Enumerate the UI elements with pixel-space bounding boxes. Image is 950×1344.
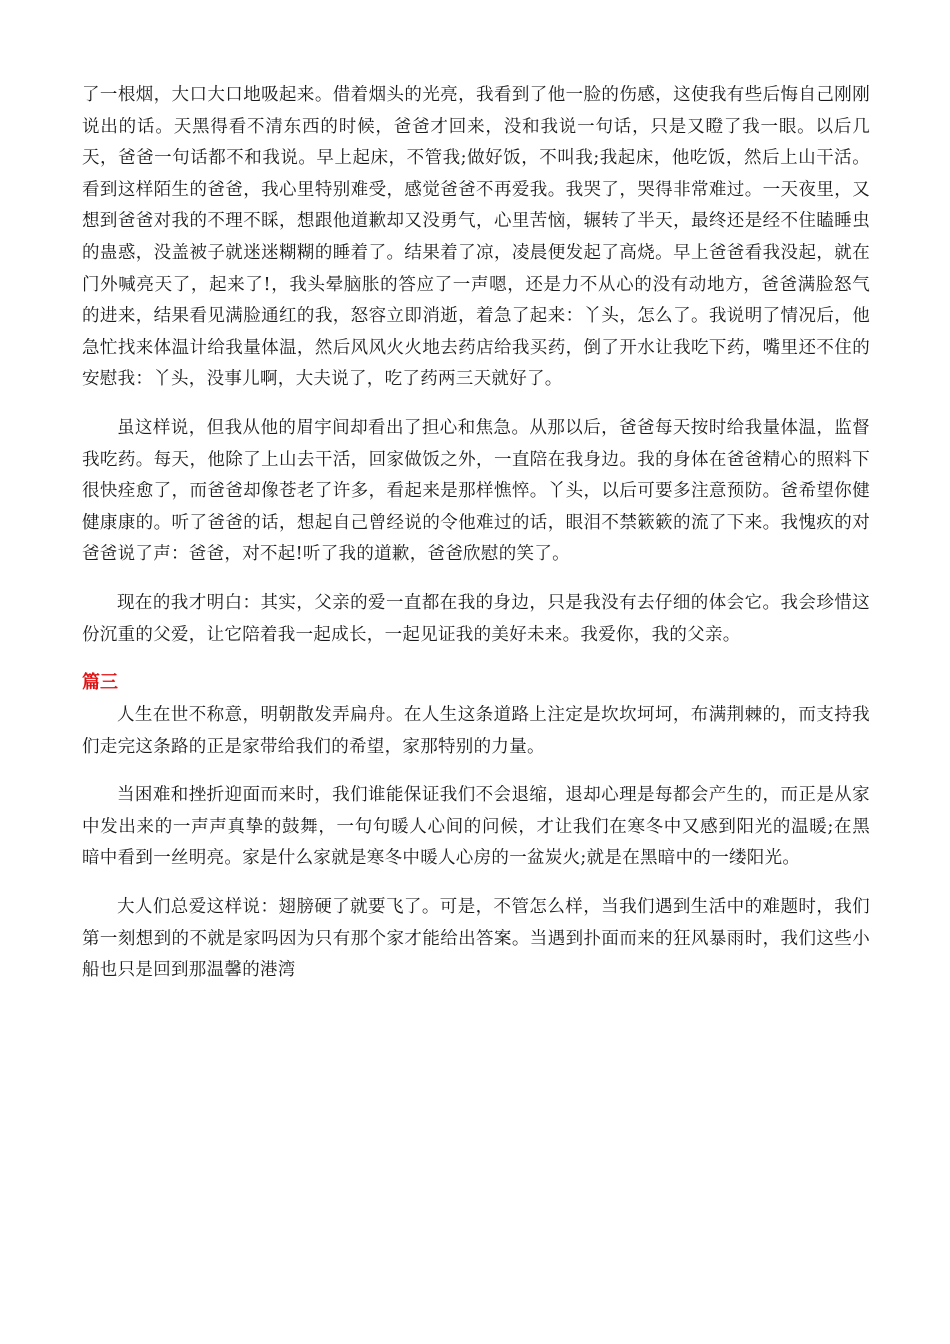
paragraph: 人生在世不称意，明朝散发弄扁舟。在人生这条道路上注定是坎坎坷坷，布满荆棘的，而支持我们走完这条路的正是家带给我们的希望，家那特别的力量。 <box>82 705 870 757</box>
paragraph-continuation: 了一根烟，大口大口地吸起来。借着烟头的光亮，我看到了他一脸的伤感，这使我有些后悔自己刚刚说出的话。天黑得看不清东西的时候，爸爸才回来，没和我说一句话，只是又瞪了我一眼。以后几天，爸爸一句话都不和我说。早上起床，不管我;做好饭，不叫我;我起床，他吃饭，然后上山干活。看到这样陌生的爸爸，我心里特别难受，感觉爸爸不再爱我。我哭了，哭得非常难过。一天夜里，又想到爸爸对我的不理不睬，想跟他道歉却又没勇气，心里苦恼，辗转了半天，最终还是经不住瞌睡虫的蛊惑，没盖被子就迷迷糊糊的睡着了。结果着了凉，凌晨便发起了高烧。早上爸爸看我没起，就在门外喊亮天了，起来了!，我头晕脑胀的答应了一声嗯，还是力不从心的没有动地方，爸爸满脸怒气的进来，结果看见满脸通红的我，怒容立即消逝，着急了起来：丫头，怎么了。我说明了情况后，他急忙找来体温计给我量体温，然后风风火火地去药店给我买药，倒了开水让我吃下药，嘴里还不住的安慰我：丫头，没事儿啊，大夫说了，吃了药两三天就好了。 <box>82 85 870 390</box>
section-heading: 篇三 <box>82 672 118 694</box>
paragraph: 大人们总爱这样说：翅膀硬了就要飞了。可是，不管怎么样，当我们遇到生活中的难题时，我们第一刻想到的不就是家吗因为只有那个家才能给出答案。当遇到扑面而来的狂风暴雨时，我们这些小船也只是回到那温馨的港湾 <box>82 897 870 981</box>
document-page <box>82 80 870 1004</box>
paragraph: 当困难和挫折迎面而来时，我们谁能保证我们不会退缩，退却心理是每都会产生的，而正是从家中发出来的一声声真挚的鼓舞，一句句暖人心间的问候，才让我们在寒冬中又感到阳光的温暖;在黑暗中看到一丝明亮。家是什么家就是寒冬中暖人心房的一盆炭火;就是在黑暗中的一缕阳光。 <box>82 785 870 869</box>
paragraph: 虽这样说，但我从他的眉宇间却看出了担心和焦急。从那以后，爸爸每天按时给我量体温，监督我吃药。每天，他除了上山去干活，回家做饭之外，一直陪在我身边。我的身体在爸爸精心的照料下很快痊愈了，而爸爸却像苍老了许多，看起来是那样憔悴。丫头，以后可要多注意预防。爸希望你健健康康的。听了爸爸的话，想起自己曾经说的令他难过的话，眼泪不禁簌簌的流了下来。我愧疚的对爸爸说了声：爸爸，对不起!听了我的道歉，爸爸欣慰的笑了。 <box>82 417 870 565</box>
paragraph: 现在的我才明白：其实，父亲的爱一直都在我的身边，只是我没有去仔细的体会它。我会珍惜这份沉重的父爱，让它陪着我一起成长，一起见证我的美好未来。我爱你，我的父亲。 <box>82 592 870 645</box>
